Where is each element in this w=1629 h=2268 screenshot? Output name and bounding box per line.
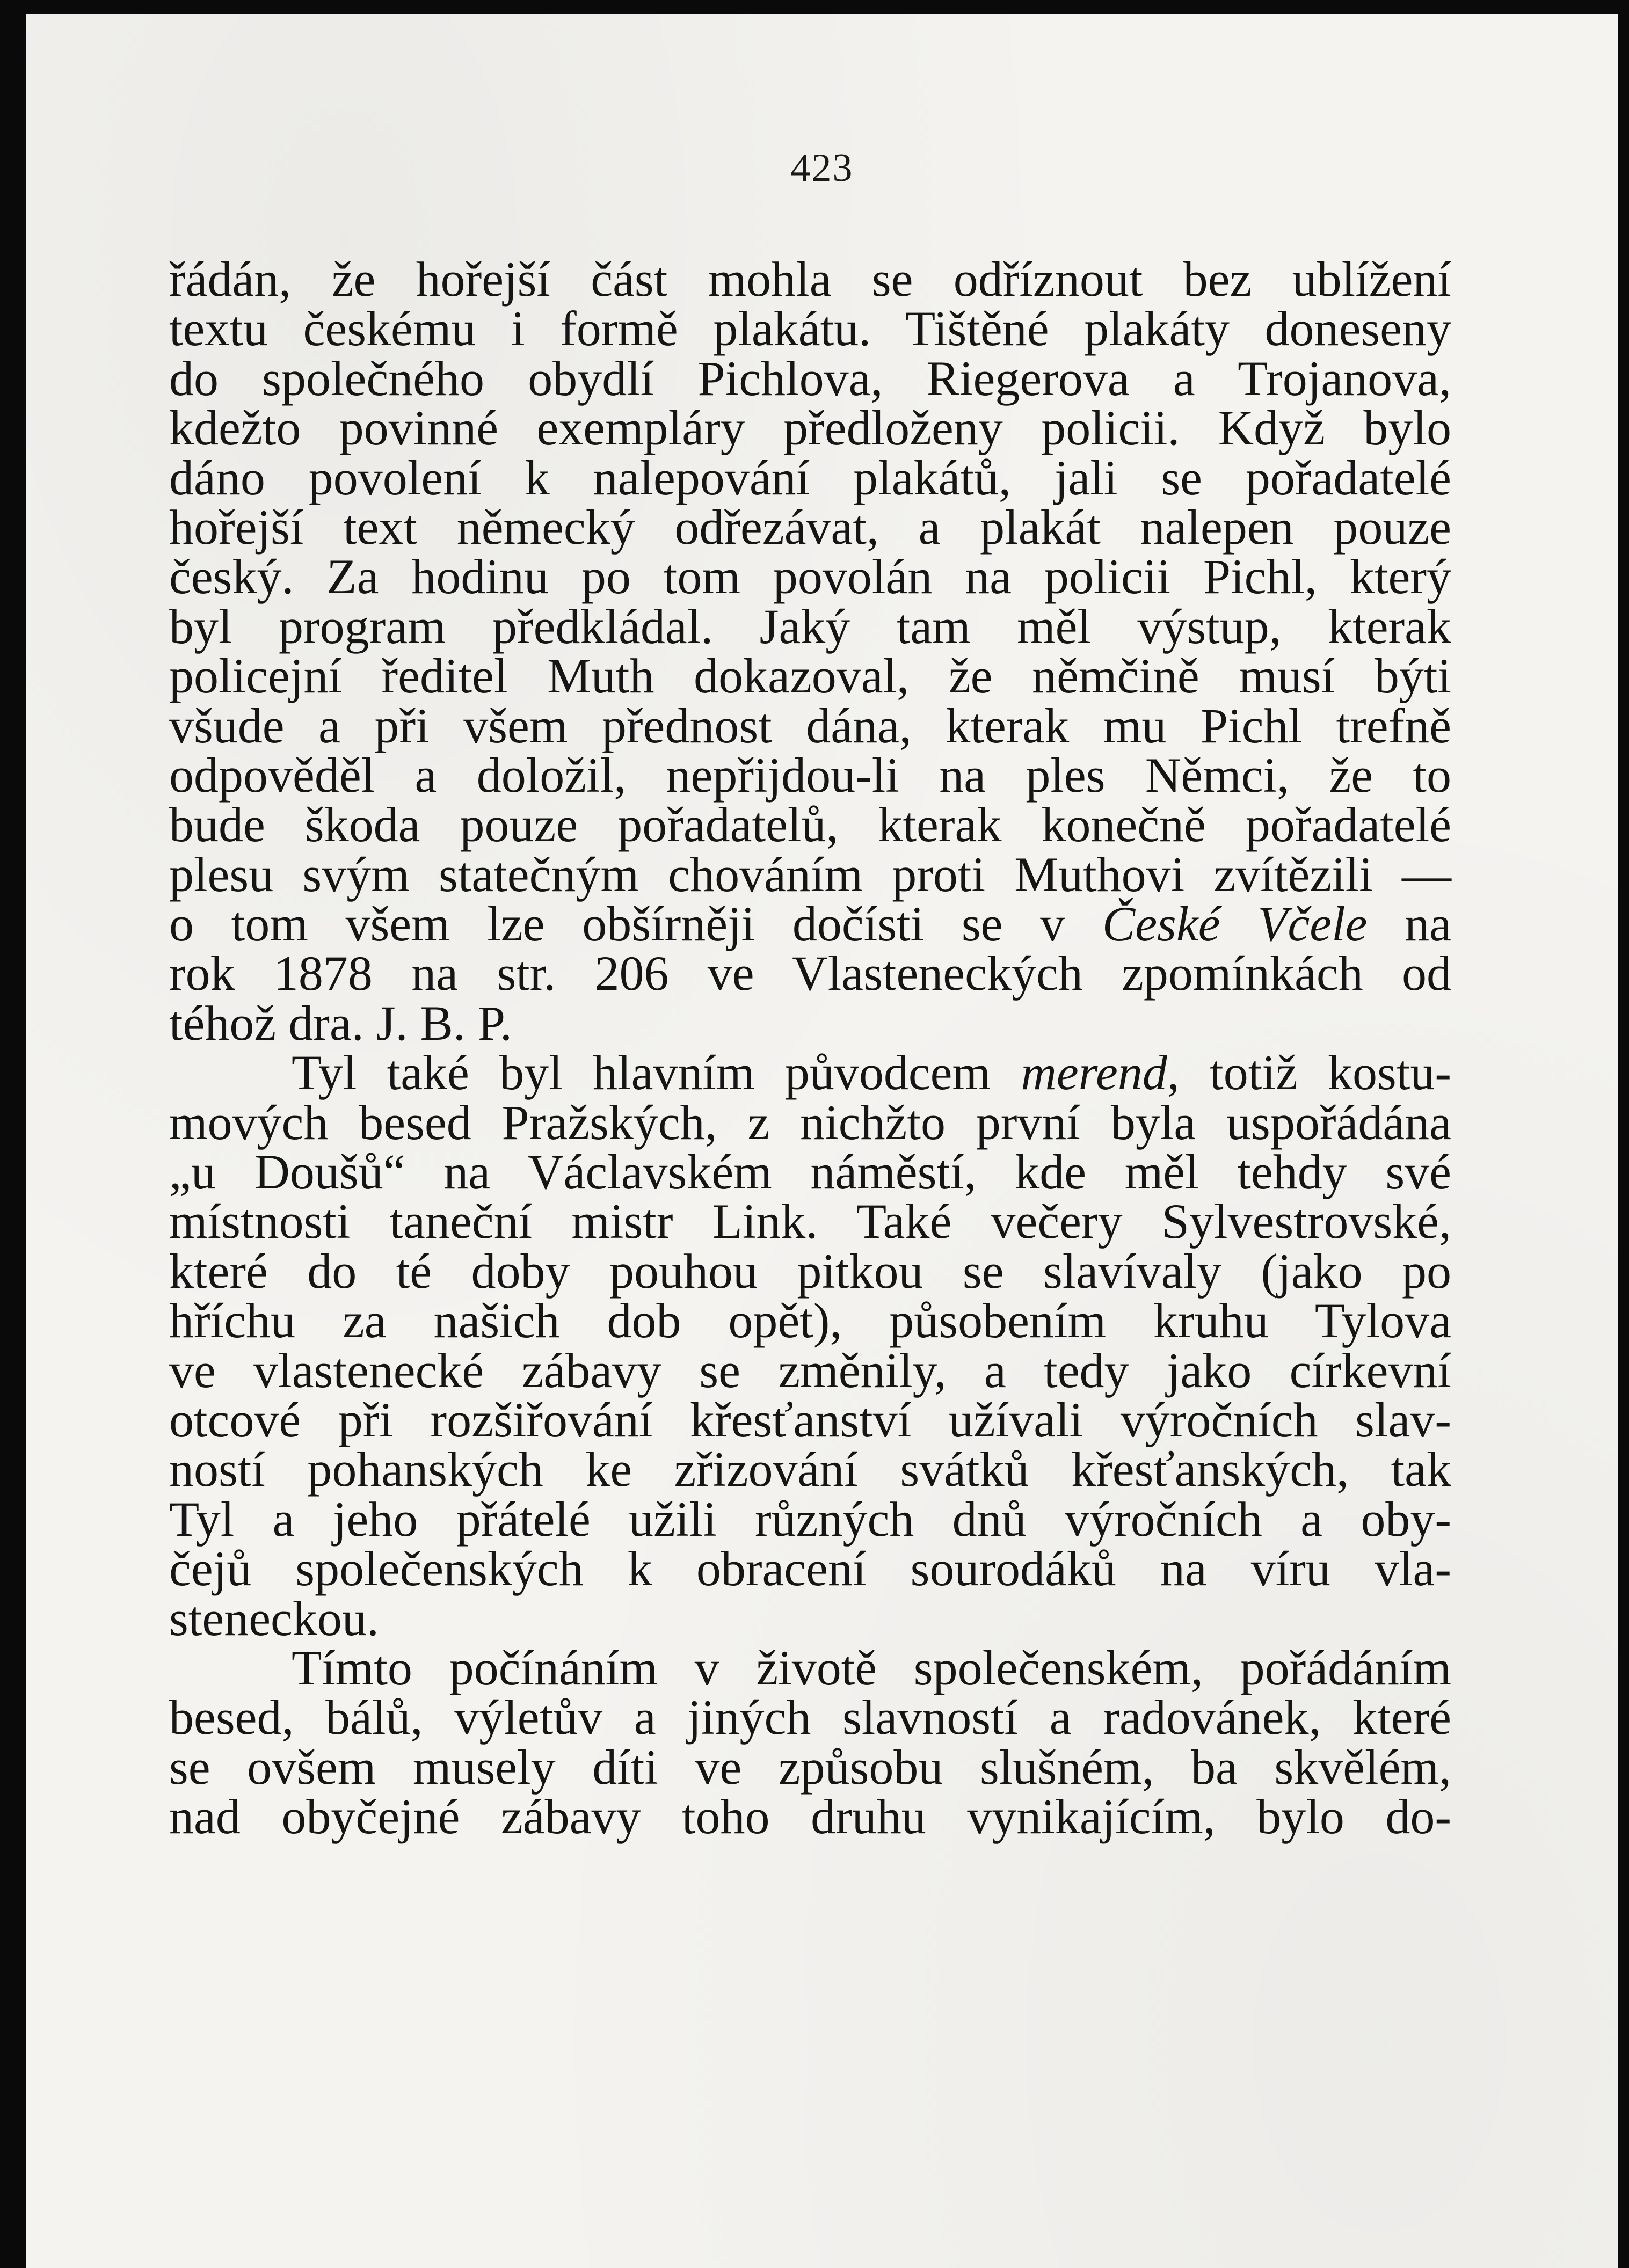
text-run: na (1367, 896, 1451, 952)
text-line: plesu svým statečným chováním proti Muthovi zvítězili — (169, 847, 1451, 902)
text-line: téhož dra. J. B. P. (169, 995, 512, 1051)
text-line (169, 896, 1451, 952)
text-line: ve vlastenecké zábavy se změnily, a tedy jako církevní (169, 1343, 1451, 1398)
text-line: se ovšem musely díti ve způsobu slušném, ba skvělém, (169, 1739, 1451, 1795)
text-line: steneckou. (169, 1591, 379, 1646)
text-line: český. Za hodinu po tom povolán na policii Pichl, který (169, 549, 1451, 604)
text-run: Tyl také byl hlavním původcem (292, 1045, 1021, 1100)
text-line: textu českému i formě plakátu. Tištěné plakáty doneseny (169, 301, 1451, 356)
text-line: nad obyčejné zábavy toho druhu vynikajícím, bylo do- (169, 1789, 1451, 1844)
text-line: mových besed Pražských, z nichžto první byla uspořádána (169, 1095, 1451, 1150)
paragraph (169, 1640, 1451, 1844)
text-line: odpověděl a doložil, nepřijdou-li na ples Němci, že to (169, 747, 1451, 803)
paragraph (169, 1045, 1451, 1646)
text-line: čejů společenských k obracení sourodáků na víru vla- (169, 1541, 1451, 1596)
text-line: kdežto povinné exempláry předloženy policii. Když bylo (169, 400, 1451, 456)
italic-term: merend (1021, 1045, 1167, 1100)
text-line: dáno povolení k nalepování plakátů, jali se pořadatelé (169, 450, 1451, 505)
text-line: bude škoda pouze pořadatelů, kterak konečně pořadatelé (169, 797, 1451, 852)
paragraph (169, 252, 1451, 1051)
text-line: besed, bálů, výletův a jiných slavností a radovánek, které (169, 1690, 1451, 1745)
text-line: Tyl a jeho přátelé užili různých dnů výročních a oby- (169, 1491, 1451, 1547)
text-line (169, 1045, 1451, 1100)
page-number: 423 (790, 146, 854, 190)
text-line: všude a při všem přednost dána, kterak mu Pichl trefně (169, 698, 1451, 753)
text-run: o tom všem lze obšírněji dočísti se v (169, 896, 1102, 952)
text-line: „u Doušů“ na Václavském náměstí, kde měl tehdy své (169, 1144, 1451, 1200)
text-line: Tímto počínáním v životě společenském, pořádáním (292, 1640, 1451, 1695)
text-line: hořejší text německý odřezávat, a plakát nalepen pouze (169, 499, 1451, 555)
text-line: rok 1878 na str. 206 ve Vlasteneckých zpomínkách od (169, 946, 1451, 1001)
text-line: místnosti taneční mistr Link. Také večery Sylvestrovské, (169, 1194, 1451, 1249)
text-line: byl program předkládal. Jaký tam měl výstup, kterak (169, 599, 1451, 654)
body-text (169, 254, 1451, 1842)
text-line: policejní ředitel Muth dokazoval, že němčině musí býti (169, 648, 1451, 704)
text-line: které do té doby pouhou pitkou se slavívaly (jako po (169, 1243, 1451, 1299)
text-line: ností pohanských ke zřizování svátků křesťanských, tak (169, 1442, 1451, 1497)
text-line: hříchu za našich dob opět), působením kruhu Tylova (169, 1293, 1451, 1348)
text-line: řádán, že hořejší část mohla se odříznout bez ublížení (169, 252, 1451, 307)
book-page (26, 14, 1618, 2268)
text-line: otcové při rozšiřování křesťanství užívali výročních slav- (169, 1392, 1451, 1447)
text-line: do společného obydlí Pichlova, Riegerova a Trojanova, (169, 351, 1451, 406)
text-run: , totiž kostu- (1167, 1045, 1451, 1100)
italic-term: České Včele (1102, 896, 1368, 952)
